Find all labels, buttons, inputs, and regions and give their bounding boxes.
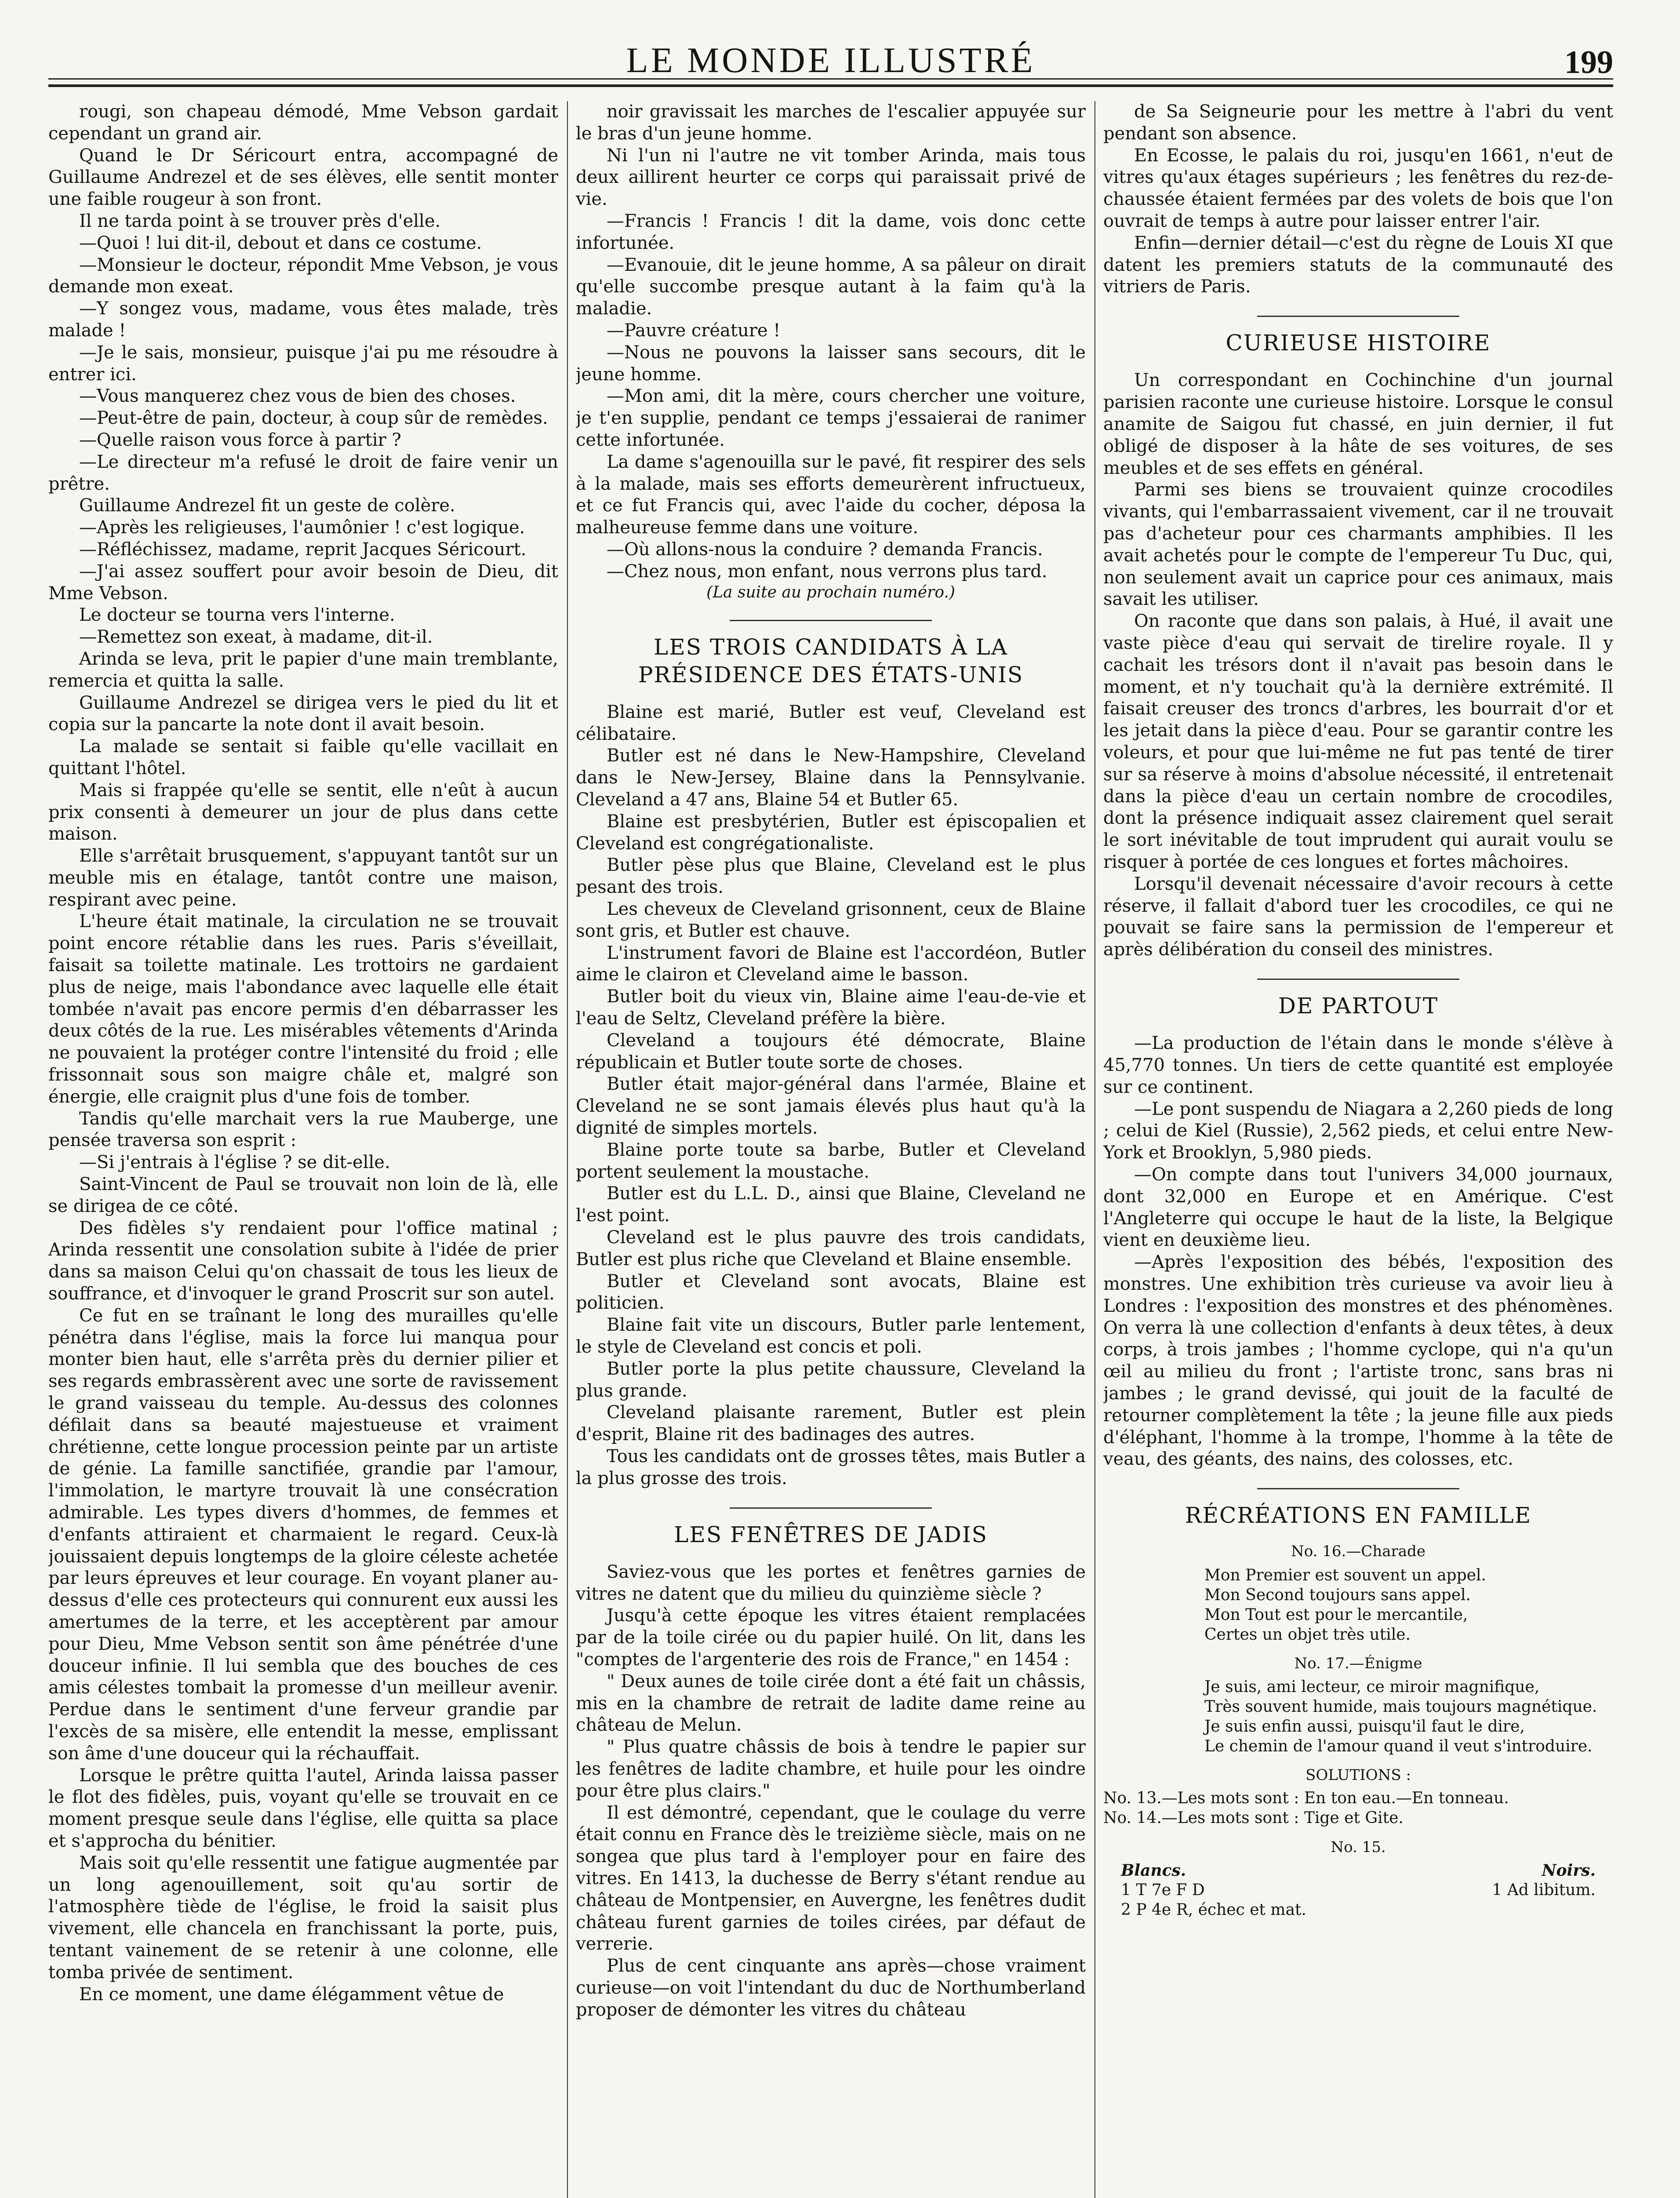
paragraph: Cleveland a toujours été démocrate, Blaine républicain et Butler toute sorte de choses. — [576, 1030, 1086, 1073]
paragraph: " Deux aunes de toile cirée dont a été fait un châssis, mis en la chambre de retrait de ladite dame reine au château de Melun. — [576, 1671, 1086, 1736]
paragraph: —Evanouie, dit le jeune homme, A sa pâleur on dirait qu'elle succombe presque autant à la faim qu'à la maladie. — [576, 255, 1086, 319]
noirs-label: Noirs. — [1542, 1861, 1596, 1880]
chess-move: 1 T 7e F D — [1121, 1881, 1205, 1900]
paragraph: Mais si frappée qu'elle se sentit, elle n'eût à aucun prix consenti à demeurer un jour de plus dans cette maison. — [48, 780, 558, 844]
blancs-moves — [1121, 1881, 1349, 1920]
masthead — [48, 26, 1613, 84]
enigme-verse — [1103, 1677, 1613, 1756]
paragraph: —Monsieur le docteur, répondit Mme Vebson, je vous demande mon exeat. — [48, 255, 558, 297]
section-rule — [1257, 1488, 1459, 1489]
chess-move: 2 P 4e R, échec et mat. — [1121, 1900, 1306, 1919]
noirs-moves — [1368, 1881, 1596, 1900]
paragraph: —Quelle raison vous force à partir ? — [79, 429, 401, 450]
paragraph: —Où allons-nous la conduire ? demanda Francis. — [607, 539, 1043, 560]
verse-line: Je suis enfin aussi, puisqu'il faut le dire, — [1204, 1718, 1525, 1736]
paragraph: Cleveland est le plus pauvre des trois candidats, Butler est plus riche que Cleveland et Blaine ensemble. — [576, 1227, 1086, 1270]
verse-line: Mon Premier est souvent un appel. — [1204, 1566, 1486, 1584]
columns — [48, 101, 1613, 2198]
paragraph: Des fidèles s'y rendaient pour l'office matinal ; Arinda ressentit une consolation subite à l'idée de prier dans sa maison Celui qu'on chassait de tous les lieux de souffrance, et d'invoquer le grand Proscrit sur son autel. — [48, 1218, 558, 1304]
paragraph: —Après l'exposition des bébés, l'exposition des monstres. Une exhibition très curieuse va avoir lieu à Londres : l'exposition des monstres et des phénomènes. On verra là une collection d'enfants à deux têtes, à deux corps, à trois jambes ; l'homme cyclope, qui n'a qu'un œil au milieu du front ; l'artiste tronc, sans bras ni jambes ; le grand devissé, qui jouit de la faculté de retourner complètement la tête ; la jeune fille aux pieds d'éléphant, l'homme à la trompe, l'homme à la tête de veau, des géants, des nains, des colosses, etc. — [1103, 1252, 1613, 1470]
curieuse-article — [1103, 370, 1613, 961]
paragraph: Un correspondant en Cochinchine d'un journal parisien raconte une curieuse histoire. Lorsque le consul anamite de Saigou fut chassé, en juin dernier, il fut obligé de disposer à la hâte de ses voitures, de ses meubles et de ses effets en général. — [1103, 370, 1613, 478]
paragraph: Blaine est marié, Butler est veuf, Cleveland est célibataire. — [576, 702, 1086, 744]
paragraph: Guillaume Andrezel fit un geste de colère. — [79, 495, 455, 516]
paragraph: —Après les religieuses, l'aumônier ! c'est logique. — [79, 517, 525, 538]
column-3 — [1103, 101, 1613, 2198]
paragraph: Il ne tarda point à se trouver près d'elle. — [79, 211, 441, 231]
paragraph: Blaine fait vite un discours, Butler parle lentement, le style de Cleveland est concis et poli. — [576, 1315, 1086, 1357]
paragraph: —Francis ! Francis ! dit la dame, vois donc cette infortunée. — [576, 211, 1086, 253]
paragraph: Saint-Vincent de Paul se trouvait non loin de là, elle se dirigea de ce côté. — [48, 1174, 558, 1216]
problem-label: No. 15. — [1331, 1838, 1386, 1856]
solutions-label: SOLUTIONS : — [1305, 1766, 1411, 1784]
paragraph: —Vous manquerez chez vous de bien des choses. — [79, 386, 516, 407]
paragraph: Tous les candidats ont de grosses têtes, mais Butler a la plus grosse des trois. — [576, 1446, 1086, 1488]
paragraph: Guillaume Andrezel se dirigea vers le pied du lit et copia sur la pancarte la note dont il avait besoin. — [48, 692, 558, 735]
paragraph: Butler pèse plus que Blaine, Cleveland est le plus pesant des trois. — [576, 855, 1086, 898]
paragraph: L'heure était matinale, la circulation ne se trouvait point encore rétablie dans les rues. Paris s'éveillait, faisait sa toilette matinale. Les trottoirs ne gardaient plus de neige, mais l'abondance avec laquelle elle était tombée n'avait pas encore permis d'en débarrasser les deux côtés de la rue. Les misérables vêtements d'Arinda ne pouvaient la protéger contre l'intensité du froid ; elle frissonnait sous son maigre châle et, malgré son énergie, elle craignit plus d'une fois de tomber. — [48, 911, 558, 1107]
paragraph: Arinda se leva, prit le papier d'une main tremblante, remercia et quitta la salle. — [48, 648, 558, 691]
section-heading-recreations: RÉCRÉATIONS EN FAMILLE — [1185, 1503, 1532, 1528]
to-be-continued: (La suite au prochain numéro.) — [706, 583, 955, 601]
chess-problem — [1103, 1861, 1613, 1920]
fenetres-article-continued — [1103, 101, 1613, 298]
column-2 — [576, 101, 1086, 2198]
paragraph: —Pauvre créature ! — [607, 320, 781, 341]
verse-line: Je suis, ami lecteur, ce miroir magnifique, — [1204, 1678, 1540, 1696]
paragraph: —Y songez vous, madame, vous êtes malade, très malade ! — [48, 298, 558, 341]
candidats-article — [576, 702, 1086, 1490]
paragraph: —Peut-être de pain, docteur, à coup sûr de remèdes. — [79, 408, 548, 429]
paragraph: En ce moment, une dame élégamment vêtue de — [79, 1984, 504, 2005]
charade-verse — [1103, 1565, 1613, 1645]
verse-line: Très souvent humide, mais toujours magnétique. — [1204, 1698, 1597, 1716]
header-rule-thick — [48, 84, 1613, 87]
charade-label: No. 16.—Charade — [1291, 1543, 1425, 1561]
chess-move: 1 Ad libitum. — [1492, 1881, 1596, 1900]
header-rule — [48, 78, 1613, 80]
paragraph: —Quoi ! lui dit-il, debout et dans ce costume. — [79, 233, 482, 253]
paragraph: Mais soit qu'elle ressentit une fatigue augmentée par un long agenouillement, soit qu'au sortir de l'atmosphère tiède de l'église, le froid la saisit plus vivement, elle chancela en franchissant la porte, puis, tentant vainement de se retenir à une colonne, elle tomba privée de sentiment. — [48, 1852, 558, 1983]
paragraph: Cleveland plaisante rarement, Butler est plein d'esprit, Blaine rit des badinages des autres. — [576, 1402, 1086, 1445]
paragraph: Butler est du L.L. D., ainsi que Blaine, Cleveland ne l'est point. — [576, 1183, 1086, 1226]
solution-line: No. 13.—Les mots sont : En ton eau.—En tonneau. — [1103, 1789, 1509, 1808]
paragraph: —Si j'entrais à l'église ? se dit-elle. — [79, 1152, 390, 1173]
section-rule — [1257, 316, 1459, 317]
paragraph: de Sa Seigneurie pour les mettre à l'abri du vent pendant son absence. — [1103, 102, 1613, 144]
paragraph: Parmi ses biens se trouvaient quinze crocodiles vivants, qui l'embarrassaient vivement, car il ne trouvait pas d'acheteur pour ces charmants amphibies. Il les avait achetés pour le compte de l'empereur Tu Duc, qui, non seulement avait un caprice pour ces animaux, mais savait les utiliser. — [1103, 480, 1613, 610]
paragraph: Butler et Cleveland sont avocats, Blaine est politicien. — [576, 1271, 1086, 1314]
paragraph: Blaine porte toute sa barbe, Butler et Cleveland portent seulement la moustache. — [576, 1139, 1086, 1182]
partout-article — [1103, 1033, 1613, 1470]
paragraph: Enfin—dernier détail—c'est du règne de Louis XI que datent les premiers statuts de la communauté des vitriers de Paris. — [1103, 233, 1613, 297]
paragraph: Butler était major-général dans l'armée, Blaine et Cleveland ne se sont jamais élevés plus haut qu'à la dignité de simples mortels. — [576, 1074, 1086, 1138]
paragraph: On raconte que dans son palais, à Hué, il avait une vaste pièce d'eau qui servait de tirelire royale. Il y cachait les trésors dont il n'avait pas besoin dans le moment, et n'y touchait qu'à la dernière extrémité. Il faisait creuser des troncs d'arbres, les bourrait d'or et les jetait dans la pièce d'eau. Pour se garantir contre les voleurs, et pour que lui-même ne fut pas tenté de tirer sur sa réserve à moins d'absolue nécessité, il entretenait dans la pièce d'eau un certain nombre de crocodiles, dont la présence indiquait assez clairement quel serait le sort inévitable de tout imprudent qui aurait voulu se risquer à portée de ces longues et fortes mâchoires. — [1103, 611, 1613, 872]
paragraph: Les cheveux de Cleveland grisonnent, ceux de Blaine sont gris, et Butler est chauve. — [576, 899, 1086, 941]
section-heading-curieuse: CURIEUSE HISTOIRE — [1225, 330, 1491, 356]
paragraph: —Mon ami, dit la mère, cours chercher une voiture, je t'en supplie, pendant ce temps j'essaierai de ranimer cette infortunée. — [576, 386, 1086, 450]
paragraph: Elle s'arrêtait brusquement, s'appuyant tantôt sur un meuble mis en étalage, tantôt contre une maison, respirant avec peine. — [48, 846, 558, 910]
novel-text-continued — [576, 101, 1086, 583]
paragraph: Quand le Dr Séricourt entra, accompagné de Guillaume Andrezel et de ses élèves, elle sentit monter une faible rougeur à son front. — [48, 145, 558, 210]
verse-line: Mon Second toujours sans appel. — [1204, 1586, 1471, 1604]
blancs-label: Blancs. — [1121, 1861, 1186, 1880]
section-rule — [730, 1507, 932, 1509]
section-heading-candidats: LES TROIS CANDIDATS À LA PRÉSIDENCE DES ÉTATS-UNIS — [638, 634, 1024, 688]
fenetres-article — [576, 1561, 1086, 2021]
paragraph: La dame s'agenouilla sur le pavé, fit respirer des sels à la malade, mais ses efforts demeurèrent infructueux, et ce fut Francis qui, avec l'aide du cocher, déposa la malheureuse femme dans une voiture. — [576, 451, 1086, 538]
paragraph: —Le pont suspendu de Niagara a 2,260 pieds de long ; celui de Kiel (Russie), 2,562 pieds, et celui entre New-York et Brooklyn, 5,980 pieds. — [1103, 1099, 1613, 1163]
paragraph: Tandis qu'elle marchait vers la rue Mauberge, une pensée traversa son esprit : — [48, 1108, 558, 1151]
paragraph: Ni l'un ni l'autre ne vit tomber Arinda, mais tous deux aillirent heurter ce corps qui paraissait privé de vie. — [576, 145, 1086, 210]
paragraph: Jusqu'à cette époque les vitres étaient remplacées par de la toile cirée ou du papier huilé. On lit, dans les "comptes de l'argenterie des rois de France," en 1454 : — [576, 1605, 1086, 1670]
paragraph: L'instrument favori de Blaine est l'accordéon, Butler aime le clairon et Cleveland aime le basson. — [576, 943, 1086, 985]
paragraph: noir gravissait les marches de l'escalier appuyée sur le bras d'un jeune homme. — [576, 102, 1086, 144]
paragraph: Il est démontré, cependant, que le coulage du verre était connu en France dès le treizième siècle, mais on ne songea que plus tard à l'employer pour en faire des vitres. En 1413, la duchesse de Berry s'étant rendue au château de Montpensier, en Auvergne, les fenêtres dudit château furent garnies de toiles cirées, par défaut de verrerie. — [576, 1802, 1086, 1954]
paragraph: —Nous ne pouvons la laisser sans secours, dit le jeune homme. — [576, 342, 1086, 385]
paragraph: —Remettez son exeat, à madame, dit-il. — [79, 627, 433, 648]
paragraph: Saviez-vous que les portes et fenêtres garnies de vitres ne datent que du milieu du quinzième siècle ? — [576, 1561, 1086, 1604]
paragraph: —Je le sais, monsieur, puisque j'ai pu me résoudre à entrer ici. — [48, 342, 558, 385]
paragraph: " Plus quatre châssis de bois à tendre le papier sur les fenêtres de ladite chambre, et huile pour les oindre pour être plus clairs." — [576, 1737, 1086, 1801]
solution-line: No. 14.—Les mots sont : Tige et Gite. — [1103, 1809, 1404, 1827]
verse-line: Mon Tout est pour le mercantile, — [1204, 1605, 1468, 1624]
paragraph: —J'ai assez souffert pour avoir besoin de Dieu, dit Mme Vebson. — [48, 561, 558, 604]
paragraph: —Réfléchissez, madame, reprit Jacques Séricourt. — [79, 539, 527, 560]
section-heading-fenetres: LES FENÊTRES DE JADIS — [674, 1521, 988, 1547]
solutions-list — [1103, 1789, 1613, 1828]
section-rule — [1257, 979, 1459, 980]
paragraph: —La production de l'étain dans le monde s'élève à 45,770 tonnes. Un tiers de cette quantité est employée sur ce continent. — [1103, 1033, 1613, 1097]
paragraph: —Chez nous, mon enfant, nous verrons plus tard. — [607, 561, 1047, 582]
paragraph: Lorsqu'il devenait nécessaire d'avoir recours à cette réserve, il fallait d'abord tuer les crocodiles, ce qui ne pouvait se faire sans la permission de l'empereur et après délibération du conseil des ministres. — [1103, 873, 1613, 960]
verse-line: Certes un objet très utile. — [1204, 1625, 1411, 1644]
enigme-label: No. 17.—Énigme — [1294, 1654, 1422, 1672]
paragraph: Butler boit du vieux vin, Blaine aime l'eau-de-vie et l'eau de Seltz, Cleveland préfère la bière. — [576, 986, 1086, 1029]
paragraph: La malade se sentait si faible qu'elle vacillait en quittant l'hôtel. — [48, 736, 558, 779]
section-rule — [730, 620, 932, 621]
paragraph: Butler est né dans le New-Hampshire, Cleveland dans le New-Jersey, Blaine dans la Pennsylvanie. Cleveland a 47 ans, Blaine 54 et Butler 65. — [576, 746, 1086, 810]
paragraph: Plus de cent cinquante ans après—chose vraiment curieuse—on voit l'intendant du duc de Northumberland proposer de démonter les vitres du château — [576, 1956, 1086, 2020]
paragraph: rougi, son chapeau démodé, Mme Vebson gardait cependant un grand air. — [48, 102, 558, 144]
novel-text — [48, 101, 558, 2005]
paragraph: —On compte dans tout l'univers 34,000 journaux, dont 32,000 en Europe et en Amérique. C'est l'Angleterre qui occupe le haut de la liste, la Belgique vient en deuxième lieu. — [1103, 1164, 1613, 1251]
page-number: 199 — [1564, 44, 1613, 80]
newspaper-title: LE MONDE ILLUSTRÉ — [626, 40, 1036, 80]
paragraph: Butler porte la plus petite chaussure, Cleveland la plus grande. — [576, 1358, 1086, 1401]
blancs-column — [1121, 1861, 1349, 1920]
paragraph: Lorsque le prêtre quitta l'autel, Arinda laissa passer le flot des fidèles, puis, voyant qu'elle se trouvait en ce moment presque seule dans l'église, elle quitta sa place et s'approcha du bénitier. — [48, 1765, 558, 1851]
paragraph: Ce fut en se traînant le long des murailles qu'elle pénétra dans l'église, mais la force lui manqua pour monter bien haut, elle s'arrêta près du dernier pilier et ses regards embrassèrent avec une sorte de ravissement le grand vaisseau du temple. Au-dessus des colonnes défilait dans sa beauté majestueuse et vraiment chrétienne, cette longue procession peinte par un artiste de génie. La famille sanctifiée, grandie par l'amour, l'immolation, le martyre trouvait là une consécration admirable. Les types divers d'hommes, de femmes et d'enfants attiraient et charmaient le regard. Ceux-là jouissaient depuis longtemps de la gloire céleste achetée par leurs épreuves et leur courage. En voyant planer au-dessus d'elle ces protecteurs qui connurent eux aussi les amertumes de la terre, et les acceptèrent par amour pour Dieu, Mme Vebson sentit son âme pénétrée d'une douceur infinie. Il lui sembla que des bouches de ces amis célestes tombait la promesse d'un meilleur avenir. Perdue dans le sentiment d'une ferveur grandie par l'excès de sa misère, elle entendit la messe, emplissant son âme d'une douceur qui la réchauffait. — [48, 1305, 558, 1764]
section-heading-partout: DE PARTOUT — [1278, 993, 1439, 1019]
paragraph: —Le directeur m'a refusé le droit de faire venir un prêtre. — [48, 451, 558, 494]
paragraph: Blaine est presbytérien, Butler est épiscopalien et Cleveland est congrégationaliste. — [576, 811, 1086, 854]
paragraph: En Ecosse, le palais du roi, jusqu'en 1661, n'eut de vitres qu'aux étages supérieurs ; les fenêtres du rez-de-chaussée étaient fermées par des volets de bois que l'on ouvrait de temps à autre pour laisser entrer l'air. — [1103, 145, 1613, 231]
verse-line: Le chemin de l'amour quand il veut s'introduire. — [1204, 1737, 1593, 1756]
paragraph: Le docteur se tourna vers l'interne. — [79, 605, 395, 626]
column-1 — [48, 101, 558, 2198]
noirs-column — [1368, 1861, 1596, 1920]
